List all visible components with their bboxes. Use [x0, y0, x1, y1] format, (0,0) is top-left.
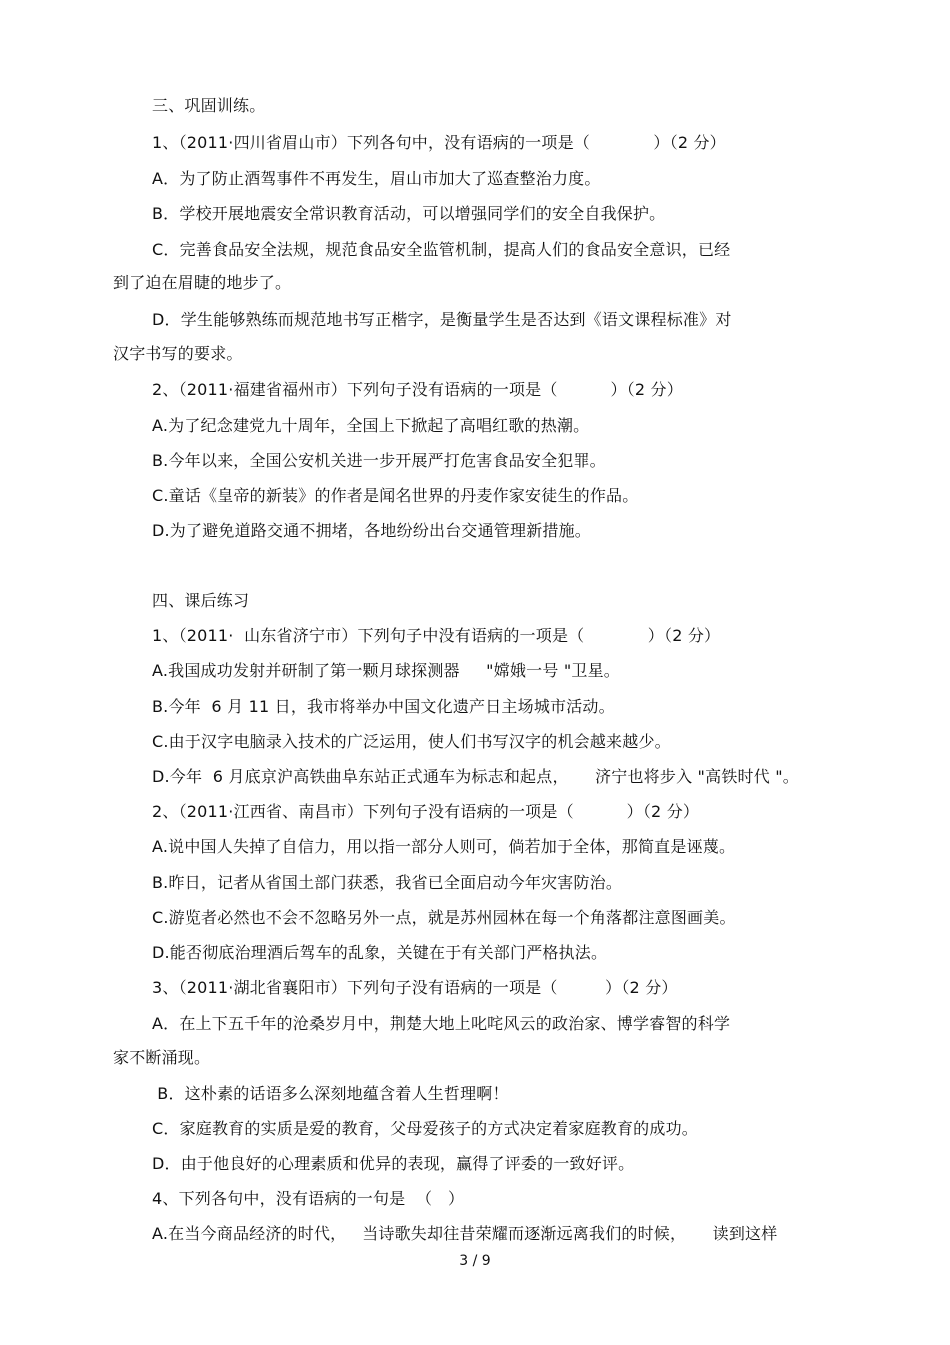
question-1-stem: 1、（2011· 山东省济宁市）下列句子中没有语病的一项是（ ）（2 分） [152, 626, 721, 645]
option-line: D.为了避免道路交通不拥堵，各地纷纷出台交通管理新措施。 [152, 521, 592, 540]
option-line: C．完善食品安全法规，规范食品安全监管机制，提高人们的食品安全意识，已经 [152, 240, 731, 259]
option-line: A.我国成功发射并研制了第一颗月球探测器 "嫦娥一号 "卫星。 [152, 661, 620, 680]
question-3-stem: 3、（2011·湖北省襄阳市）下列句子没有语病的一项是（ ）（2 分） [152, 978, 678, 997]
question-1-stem: 1、（2011·四川省眉山市）下列各句中，没有语病的一项是（ ）（2 分） [152, 133, 726, 152]
option-line: A.在当今商品经济的时代， 当诗歌失却往昔荣耀而逐渐远离我们的时候， 读到这样 [152, 1224, 778, 1243]
option-line: A．为了防止酒驾事件不再发生，眉山市加大了巡查整治力度。 [152, 169, 601, 188]
option-line: D．学生能够熟练而规范地书写正楷字，是衡量学生是否达到《语文课程标准》对 [152, 310, 732, 329]
option-line: B.今年以来，全国公安机关进一步开展严打危害食品安全犯罪。 [152, 451, 606, 470]
option-line: C.童话《皇帝的新装》的作者是闻名世界的丹麦作家安徒生的作品。 [152, 486, 639, 505]
option-line: A.为了纪念建党九十周年，全国上下掀起了高唱红歌的热潮。 [152, 416, 590, 435]
option-line: B．学校开展地震安全常识教育活动，可以增强同学们的安全自我保护。 [152, 204, 666, 223]
option-line: D.能否彻底治理酒后驾车的乱象，关键在于有关部门严格执法。 [152, 943, 608, 962]
question-2-stem: 2、（2011·江西省、南昌市）下列句子没有语病的一项是（ ）（2 分） [152, 802, 700, 821]
option-continuation: 汉字书写的要求。 [113, 344, 243, 363]
option-line: C．家庭教育的实质是爱的教育，父母爱孩子的方式决定着家庭教育的成功。 [152, 1119, 698, 1138]
option-line: B．这朴素的话语多么深刻地蕴含着人生哲理啊！ [152, 1084, 509, 1103]
option-line: A．在上下五千年的沧桑岁月中，荆楚大地上叱咤风云的政治家、博学睿智的科学 [152, 1014, 731, 1033]
question-2-stem: 2、（2011·福建省福州市）下列句子没有语病的一项是（ ）（2 分） [152, 380, 683, 399]
option-line: C.游览者必然也不会不忽略另外一点，就是苏州园林在每一个角落都注意图画美。 [152, 908, 736, 927]
option-line: B.昨日，记者从省国土部门获悉，我省已全面启动今年灾害防治。 [152, 873, 623, 892]
option-continuation: 家不断涌现。 [113, 1048, 211, 1067]
option-line: D.今年 6 月底京沪高铁曲阜东站正式通车为标志和起点， 济宁也将步入 "高铁时代 "。 [152, 767, 799, 786]
option-line: B.今年 6 月 11 日，我市将举办中国文化遗产日主场城市活动。 [152, 697, 615, 716]
option-line: A.说中国人失掉了自信力，用以指一部分人则可，倘若加于全体，那简直是诬蔑。 [152, 837, 736, 856]
section-heading: 三、巩固训练。 [152, 96, 266, 115]
option-continuation: 到了迫在眉睫的地步了。 [113, 273, 292, 292]
page-number: 3 / 9 [459, 1253, 491, 1269]
option-line: D．由于他良好的心理素质和优异的表现，赢得了评委的一致好评。 [152, 1154, 635, 1173]
question-4-stem: 4、下列各句中，没有语病的一句是 （ ） [152, 1189, 465, 1208]
option-line: C.由于汉字电脑录入技术的广泛运用，使人们书写汉字的机会越来越少。 [152, 732, 671, 751]
section-heading: 四、课后练习 [152, 591, 250, 610]
